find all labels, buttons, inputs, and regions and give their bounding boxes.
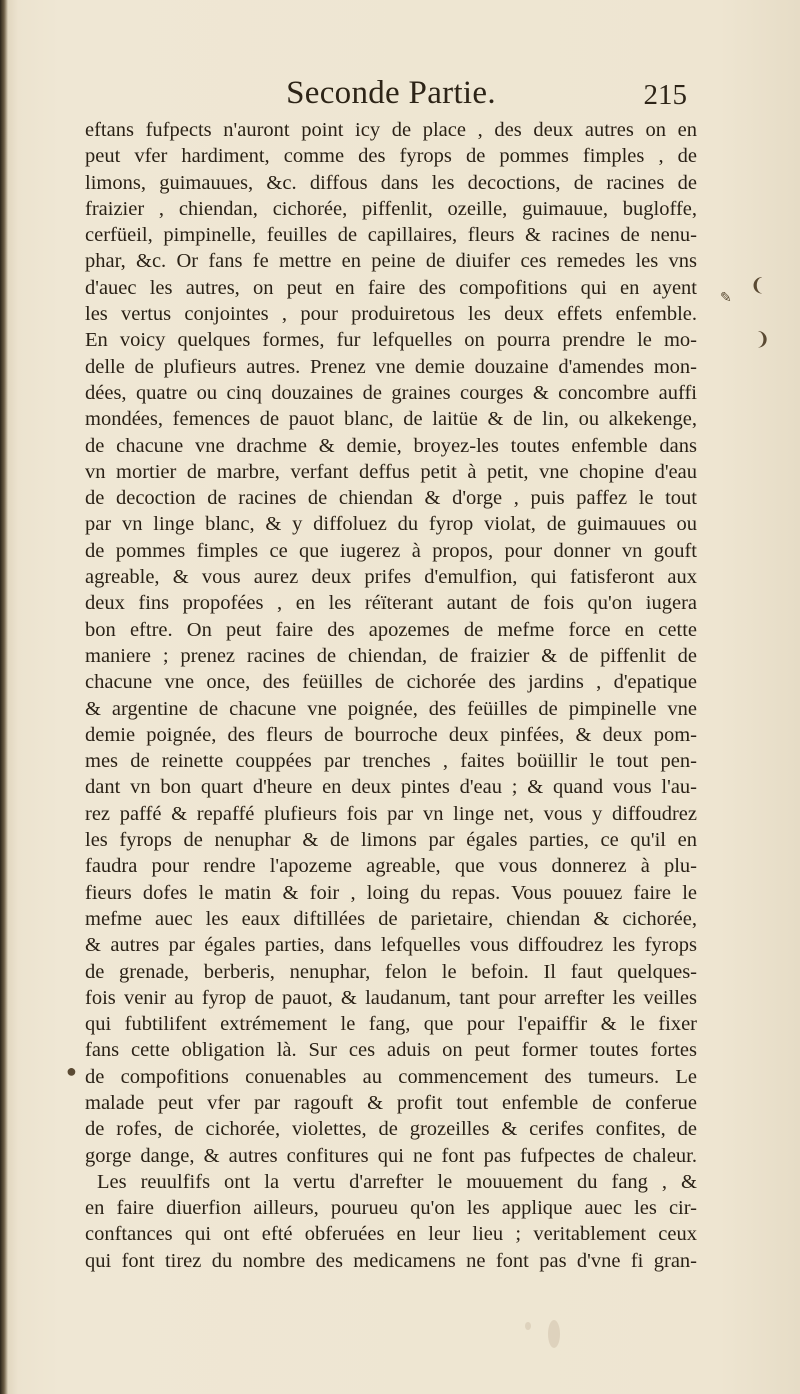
body-text bbox=[85, 117, 697, 1274]
text-line: mes de reinette couppées par trenches , faites boüillir le tout pen- bbox=[85, 750, 697, 773]
paper-stain bbox=[525, 1322, 531, 1330]
text-line: de rofes, de cichorée, violettes, de grozeilles & cerifes confites, de bbox=[85, 1118, 697, 1141]
text-line: fois venir au fyrop de pauot, & laudanum, tant pour arrefter les veilles bbox=[85, 986, 697, 1009]
binding-edge bbox=[0, 0, 8, 1394]
text-line: dées, quatre ou cinq douzaines de graines courges & concombre auffi bbox=[85, 381, 697, 404]
text-line: limons, guimauues, &c. diffous dans les decoctions, de racines de bbox=[85, 171, 697, 194]
text-line: mefme auec les eaux diftillées de parietaire, chiendan & cichorée, bbox=[85, 907, 697, 930]
text-line: d'auec les autres, on peut en faire des compofitions qui en ayent bbox=[85, 276, 697, 299]
margin-mark: ❩ bbox=[755, 329, 771, 349]
text-line: les fyrops de nenuphar & de limons par égales parties, ce qu'il en bbox=[85, 829, 697, 852]
text-line: agreable, & vous aurez deux prifes d'emulfion, qui fatisferont aux bbox=[85, 566, 697, 589]
text-line: chacune vne once, des feüilles de cichorée des jardins , d'epatique bbox=[85, 671, 697, 694]
text-line: les vertus conjointes , pour produiretous les deux effets enfemble. bbox=[85, 303, 697, 326]
text-line: & autres par égales parties, dans lefquelles vous diffoudrez les fyrops bbox=[85, 934, 697, 957]
text-line: peut vfer hardiment, comme des fyrops de pommes fimples , de bbox=[85, 145, 697, 168]
running-title: Seconde Partie. bbox=[286, 75, 496, 111]
text-line: fieurs dofes le matin & foir , loing du repas. Vous pouuez faire le bbox=[85, 881, 697, 904]
text-line: dant vn bon quart d'heure en deux pintes d'eau ; & quand vous l'au- bbox=[85, 776, 697, 799]
margin-mark: ✎ bbox=[720, 291, 732, 306]
text-line: de grenade, berberis, nenuphar, felon le befoin. Il faut quelques- bbox=[85, 960, 697, 983]
paper-stain bbox=[548, 1320, 560, 1348]
text-line: conftances qui ont efté obferuées en leur lieu ; veritablement ceux bbox=[85, 1223, 697, 1246]
text-line: de compofitions conuenables au commencement des tumeurs. Le bbox=[85, 1065, 697, 1088]
text-line: qui fubtilifent extrémement le fang, que pour l'epaiffir & le fixer bbox=[85, 1013, 697, 1036]
text-line: maniere ; prenez racines de chiendan, de fraizier & de piffenlit de bbox=[85, 644, 697, 667]
text-line: Les reuulfifs ont la vertu d'arrefter le mouuement du fang , & bbox=[97, 1170, 697, 1193]
running-head bbox=[85, 72, 697, 118]
text-line: demie poignée, des fleurs de bourroche deux pinfées, & deux pom- bbox=[85, 723, 697, 746]
text-line: malade peut vfer par ragouft & profit tout enfemble de conferue bbox=[85, 1091, 697, 1114]
text-line: gorge dange, & autres confitures qui ne font pas fufpectes de chaleur. bbox=[85, 1144, 697, 1167]
page-number: 215 bbox=[643, 79, 687, 111]
text-line: bon eftre. On peut faire des apozemes de mefme force en cette bbox=[85, 618, 697, 641]
text-line: En voicy quelques formes, fur lefquelles on pourra prendre le mo- bbox=[85, 329, 697, 352]
text-line: faudra pour rendre l'apozeme agreable, que vous donnerez à plu- bbox=[85, 855, 697, 878]
text-line: rez paffé & repaffé plufieurs fois par vn linge net, vous y diffoudrez bbox=[85, 802, 697, 825]
text-line: qui font tirez du nombre des medicamens ne font pas d'vne fi gran- bbox=[85, 1249, 697, 1272]
margin-mark: ● bbox=[66, 1061, 77, 1081]
text-line: cerfüeil, pimpinelle, feuilles de capillaires, fleurs & racines de nenu- bbox=[85, 224, 697, 247]
text-line: par vn linge blanc, & y diffoluez du fyrop violat, de guimauues ou bbox=[85, 513, 697, 536]
text-line: fans cette obligation là. Sur ces aduis on peut former toutes fortes bbox=[85, 1039, 697, 1062]
text-line: vn mortier de marbre, verfant deffus petit à petit, vne chopine d'eau bbox=[85, 460, 697, 483]
text-line: mondées, femences de pauot blanc, de laitüe & de lin, ou alkekenge, bbox=[85, 408, 697, 431]
text-line: fraizier , chiendan, cichorée, piffenlit, ozeille, guimauue, bugloffe, bbox=[85, 197, 697, 220]
text-line: eftans fufpects n'auront point icy de place , des deux autres on en bbox=[85, 119, 697, 141]
text-line: de chacune vne drachme & demie, broyez-les toutes enfemble dans bbox=[85, 434, 697, 457]
text-line: en faire diuerfion ailleurs, pourueu qu'on les applique auec les cir- bbox=[85, 1197, 697, 1220]
text-line: phar, &c. Or fans fe mettre en peine de diuifer ces remedes les vns bbox=[85, 250, 697, 273]
text-line: de pommes fimples ce que iugerez à propos, pour donner vn gouft bbox=[85, 539, 697, 562]
text-line: deux fins propofées , en les réïterant autant de fois qu'on iugera bbox=[85, 592, 697, 615]
text-line: & argentine de chacune vne poignée, des feüilles de pimpinelle vne bbox=[85, 697, 697, 720]
margin-mark: ❨ bbox=[750, 275, 766, 295]
text-line: de decoction de racines de chiendan & d'orge , puis paffez le tout bbox=[85, 487, 697, 510]
text-line: delle de plufieurs autres. Prenez vne demie douzaine d'amendes mon- bbox=[85, 355, 697, 378]
